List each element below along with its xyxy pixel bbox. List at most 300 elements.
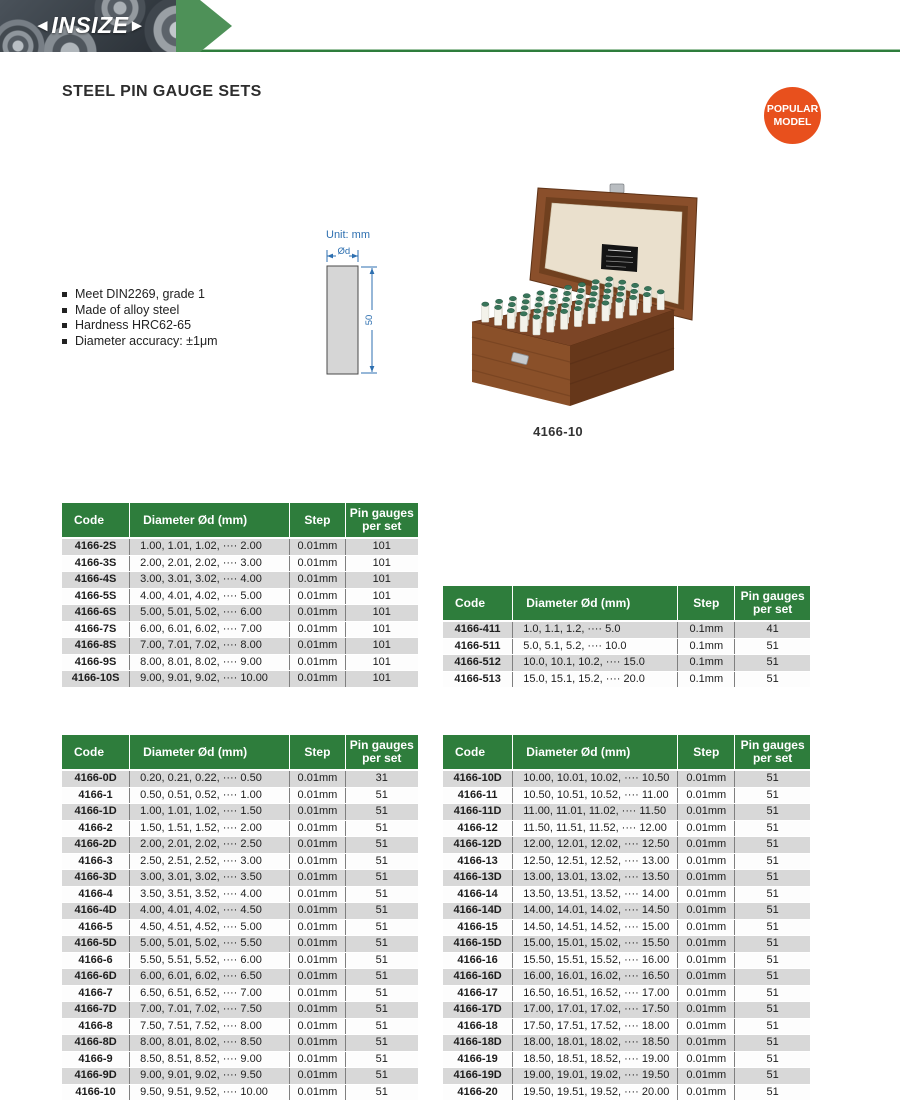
diameter-cell: 2.00, 2.01, 2.02, ···· 2.50 <box>130 837 290 854</box>
table-s-series <box>62 503 418 688</box>
code-cell: 4166-6 <box>62 952 130 969</box>
code-cell: 4166-13 <box>443 853 513 870</box>
pin-count-cell: 51 <box>345 820 418 837</box>
code-cell: 4166-9D <box>62 1068 130 1085</box>
code-cell: 4166-17D <box>443 1002 513 1019</box>
diameter-cell: 13.00, 13.01, 13.02, ···· 13.50 <box>513 870 678 887</box>
step-cell: 0.01mm <box>290 853 345 870</box>
step-cell: 0.01mm <box>678 903 735 920</box>
insize-logo <box>34 12 146 39</box>
step-cell: 0.01mm <box>678 919 735 936</box>
pin-count-cell: 51 <box>735 787 810 804</box>
table-row <box>62 1084 418 1101</box>
logo-text: INSIZE <box>51 12 129 38</box>
step-cell: 0.01mm <box>678 952 735 969</box>
pin-count-cell: 101 <box>345 605 418 622</box>
table-row <box>62 1035 418 1052</box>
step-cell: 0.01mm <box>290 638 345 655</box>
code-cell: 4166-11 <box>443 787 513 804</box>
table-row <box>443 837 810 854</box>
step-cell: 0.01mm <box>678 985 735 1002</box>
pin-count-cell: 51 <box>735 638 810 655</box>
diameter-cell: 9.00, 9.01, 9.02, ···· 10.00 <box>130 671 290 688</box>
pin-count-cell: 101 <box>345 621 418 638</box>
step-cell: 0.01mm <box>678 1051 735 1068</box>
code-cell: 4166-10 <box>62 1084 130 1101</box>
table-row <box>443 804 810 821</box>
step-cell: 0.01mm <box>678 770 735 787</box>
code-cell: 4166-15 <box>443 919 513 936</box>
table-row <box>62 572 418 589</box>
diameter-cell: 2.00, 2.01, 2.02, ···· 3.00 <box>130 555 290 572</box>
code-cell: 4166-0D <box>62 770 130 787</box>
code-cell: 4166-5S <box>62 588 130 605</box>
step-cell: 0.01mm <box>290 870 345 887</box>
step-cell: 0.01mm <box>290 538 345 555</box>
table-row <box>62 804 418 821</box>
step-cell: 0.01mm <box>290 572 345 589</box>
table-row <box>443 853 810 870</box>
diameter-cell: 0.20, 0.21, 0.22, ···· 0.50 <box>130 770 290 787</box>
diameter-cell: 10.0, 10.1, 10.2, ···· 15.0 <box>513 655 678 672</box>
column-header-code: Code <box>443 735 513 770</box>
feature-item <box>62 303 218 319</box>
step-cell: 0.01mm <box>290 605 345 622</box>
code-cell: 4166-19 <box>443 1051 513 1068</box>
table-row <box>443 820 810 837</box>
pin-count-cell: 51 <box>345 985 418 1002</box>
step-cell: 0.01mm <box>290 1051 345 1068</box>
step-cell: 0.01mm <box>290 588 345 605</box>
code-cell: 4166-4D <box>62 903 130 920</box>
step-cell: 0.01mm <box>290 919 345 936</box>
pin-count-cell: 51 <box>735 671 810 688</box>
diameter-cell: 18.50, 18.51, 18.52, ···· 19.00 <box>513 1051 678 1068</box>
pin-count-cell: 51 <box>735 886 810 903</box>
diagram-height-label: 50 <box>364 314 375 326</box>
diameter-cell: 6.00, 6.01, 6.02, ···· 7.00 <box>130 621 290 638</box>
pin-count-cell: 101 <box>345 638 418 655</box>
code-cell: 4166-7 <box>62 985 130 1002</box>
pin-count-cell: 51 <box>735 853 810 870</box>
table-row <box>62 886 418 903</box>
step-cell: 0.01mm <box>678 1035 735 1052</box>
step-cell: 0.01mm <box>678 1084 735 1101</box>
diameter-cell: 2.50, 2.51, 2.52, ···· 3.00 <box>130 853 290 870</box>
step-cell: 0.01mm <box>290 804 345 821</box>
table-d-series-lower <box>62 735 418 1101</box>
pin-count-cell: 51 <box>735 837 810 854</box>
table-row <box>443 671 810 688</box>
code-cell: 4166-1 <box>62 787 130 804</box>
step-cell: 0.01mm <box>678 936 735 953</box>
feature-item <box>62 334 218 350</box>
pin-gauge-set-photo <box>450 182 710 414</box>
table-row <box>443 1051 810 1068</box>
code-cell: 4166-4S <box>62 572 130 589</box>
diameter-cell: 1.0, 1.1, 1.2, ···· 5.0 <box>513 621 678 638</box>
step-cell: 0.01mm <box>290 787 345 804</box>
diameter-cell: 8.00, 8.01, 8.02, ···· 8.50 <box>130 1035 290 1052</box>
diameter-cell: 9.00, 9.01, 9.02, ···· 9.50 <box>130 1068 290 1085</box>
code-cell: 4166-9S <box>62 654 130 671</box>
step-cell: 0.01mm <box>290 985 345 1002</box>
pin-count-cell: 51 <box>345 804 418 821</box>
table-row <box>62 538 418 555</box>
code-cell: 4166-3 <box>62 853 130 870</box>
badge-line1: POPULAR <box>766 102 819 115</box>
step-cell: 0.01mm <box>678 837 735 854</box>
pin-count-cell: 51 <box>735 919 810 936</box>
diameter-cell: 6.00, 6.01, 6.02, ···· 6.50 <box>130 969 290 986</box>
pin-count-cell: 51 <box>735 1002 810 1019</box>
diameter-cell: 3.00, 3.01, 3.02, ···· 4.00 <box>130 572 290 589</box>
code-cell: 4166-512 <box>443 655 513 672</box>
step-cell: 0.01mm <box>678 820 735 837</box>
code-cell: 4166-10S <box>62 671 130 688</box>
code-cell: 4166-7D <box>62 1002 130 1019</box>
column-header-pin-gauges: Pin gauges per set <box>345 503 418 538</box>
table-row <box>443 655 810 672</box>
pin-count-cell: 51 <box>735 969 810 986</box>
table-header-row <box>62 503 418 538</box>
table-row <box>443 919 810 936</box>
code-cell: 4166-14 <box>443 886 513 903</box>
code-cell: 4166-5 <box>62 919 130 936</box>
column-header-code: Code <box>443 586 513 621</box>
table-row <box>62 605 418 622</box>
code-cell: 4166-6D <box>62 969 130 986</box>
code-cell: 4166-2S <box>62 538 130 555</box>
diameter-cell: 12.50, 12.51, 12.52, ···· 13.00 <box>513 853 678 870</box>
table-row <box>62 654 418 671</box>
pin-count-cell: 51 <box>735 820 810 837</box>
diameter-cell: 17.50, 17.51, 17.52, ···· 18.00 <box>513 1018 678 1035</box>
code-cell: 4166-18 <box>443 1018 513 1035</box>
code-cell: 4166-3D <box>62 870 130 887</box>
diameter-cell: 3.00, 3.01, 3.02, ···· 3.50 <box>130 870 290 887</box>
table-0-1mm-step <box>443 586 810 688</box>
pin-count-cell: 51 <box>345 1002 418 1019</box>
table-row <box>62 787 418 804</box>
popular-model-badge <box>764 87 821 144</box>
pin-count-cell: 51 <box>735 1018 810 1035</box>
step-cell: 0.01mm <box>290 555 345 572</box>
column-header-pin-gauges: Pin gauges per set <box>735 735 810 770</box>
table-row <box>443 621 810 638</box>
code-cell: 4166-2 <box>62 820 130 837</box>
code-cell: 4166-16 <box>443 952 513 969</box>
product-code-caption: 4166-10 <box>533 424 583 439</box>
pin-count-cell: 51 <box>735 903 810 920</box>
column-header-step: Step <box>678 735 735 770</box>
pin-count-cell: 101 <box>345 588 418 605</box>
code-cell: 4166-5D <box>62 936 130 953</box>
feature-list <box>62 287 218 349</box>
step-cell: 0.01mm <box>290 903 345 920</box>
pin-count-cell: 101 <box>345 555 418 572</box>
diameter-cell: 8.00, 8.01, 8.02, ···· 9.00 <box>130 654 290 671</box>
diameter-cell: 19.00, 19.01, 19.02, ···· 19.50 <box>513 1068 678 1085</box>
table-row <box>443 1068 810 1085</box>
table-row <box>62 1051 418 1068</box>
diameter-cell: 7.00, 7.01, 7.02, ···· 7.50 <box>130 1002 290 1019</box>
pin-count-cell: 51 <box>345 870 418 887</box>
pin-count-cell: 51 <box>345 952 418 969</box>
box-label <box>601 244 638 272</box>
feature-text: Made of alloy steel <box>75 302 180 317</box>
pin-count-cell: 51 <box>735 952 810 969</box>
pin-count-cell: 51 <box>735 1084 810 1101</box>
step-cell: 0.01mm <box>678 969 735 986</box>
code-cell: 4166-11D <box>443 804 513 821</box>
code-cell: 4166-12 <box>443 820 513 837</box>
table-row <box>62 638 418 655</box>
pin-count-cell: 51 <box>345 903 418 920</box>
page-title: STEEL PIN GAUGE SETS <box>62 83 262 100</box>
bullet-square-icon <box>62 308 67 313</box>
pin-count-cell: 51 <box>735 655 810 672</box>
diameter-cell: 15.0, 15.1, 15.2, ···· 20.0 <box>513 671 678 688</box>
column-header-diameter: Diameter Ød (mm) <box>513 735 678 770</box>
table-row <box>443 1035 810 1052</box>
pin-count-cell: 51 <box>345 1051 418 1068</box>
bullet-square-icon <box>62 292 67 297</box>
code-cell: 4166-16D <box>443 969 513 986</box>
step-cell: 0.01mm <box>678 1002 735 1019</box>
table-row <box>443 985 810 1002</box>
pin-count-cell: 51 <box>345 1018 418 1035</box>
diameter-cell: 10.50, 10.51, 10.52, ···· 11.00 <box>513 787 678 804</box>
diameter-cell: 14.00, 14.01, 14.02, ···· 14.50 <box>513 903 678 920</box>
step-cell: 0.01mm <box>290 621 345 638</box>
diameter-cell: 4.50, 4.51, 4.52, ···· 5.00 <box>130 919 290 936</box>
step-cell: 0.01mm <box>678 853 735 870</box>
badge-line2: MODEL <box>773 115 812 128</box>
table-row <box>443 638 810 655</box>
diameter-cell: 16.00, 16.01, 16.02, ···· 16.50 <box>513 969 678 986</box>
pin-count-cell: 51 <box>735 936 810 953</box>
bullet-square-icon <box>62 339 67 344</box>
table-row <box>443 1002 810 1019</box>
feature-item <box>62 287 218 303</box>
step-cell: 0.01mm <box>678 787 735 804</box>
step-cell: 0.01mm <box>290 1035 345 1052</box>
step-cell: 0.01mm <box>678 1068 735 1085</box>
step-cell: 0.01mm <box>290 952 345 969</box>
pin-count-cell: 51 <box>345 837 418 854</box>
table-row <box>62 853 418 870</box>
step-cell: 0.01mm <box>678 1018 735 1035</box>
banner-divider-line <box>188 49 900 52</box>
code-cell: 4166-4 <box>62 886 130 903</box>
diameter-cell: 16.50, 16.51, 16.52, ···· 17.00 <box>513 985 678 1002</box>
table-row <box>62 985 418 1002</box>
top-banner <box>0 0 900 56</box>
step-cell: 0.01mm <box>290 770 345 787</box>
diameter-cell: 1.50, 1.51, 1.52, ···· 2.00 <box>130 820 290 837</box>
table-d-series-upper <box>443 735 810 1101</box>
column-header-step: Step <box>678 586 735 621</box>
table-row <box>62 621 418 638</box>
bullet-square-icon <box>62 323 67 328</box>
diameter-cell: 15.00, 15.01, 15.02, ···· 15.50 <box>513 936 678 953</box>
pin-count-cell: 41 <box>735 621 810 638</box>
diameter-cell: 1.00, 1.01, 1.02, ···· 2.00 <box>130 538 290 555</box>
pin-dimension-diagram <box>310 226 400 381</box>
code-cell: 4166-8D <box>62 1035 130 1052</box>
table-row <box>443 770 810 787</box>
code-cell: 4166-511 <box>443 638 513 655</box>
code-cell: 4166-9 <box>62 1051 130 1068</box>
pin-count-cell: 51 <box>345 1084 418 1101</box>
diameter-cell: 5.50, 5.51, 5.52, ···· 6.00 <box>130 952 290 969</box>
table-header-row <box>62 735 418 770</box>
diameter-cell: 11.00, 11.01, 11.02, ···· 11.50 <box>513 804 678 821</box>
column-header-step: Step <box>290 735 345 770</box>
code-cell: 4166-18D <box>443 1035 513 1052</box>
diameter-cell: 4.00, 4.01, 4.02, ···· 4.50 <box>130 903 290 920</box>
code-cell: 4166-13D <box>443 870 513 887</box>
pin-count-cell: 51 <box>345 886 418 903</box>
pin-count-cell: 101 <box>345 671 418 688</box>
diagram-unit-label: Unit: mm <box>326 229 370 241</box>
code-cell: 4166-10D <box>443 770 513 787</box>
table-row <box>62 837 418 854</box>
column-header-diameter: Diameter Ød (mm) <box>513 586 678 621</box>
table-row <box>443 903 810 920</box>
step-cell: 0.01mm <box>290 936 345 953</box>
step-cell: 0.01mm <box>290 1002 345 1019</box>
pin-count-cell: 51 <box>735 770 810 787</box>
diameter-cell: 10.00, 10.01, 10.02, ···· 10.50 <box>513 770 678 787</box>
pin-count-cell: 51 <box>345 853 418 870</box>
code-cell: 4166-2D <box>62 837 130 854</box>
column-header-pin-gauges: Pin gauges per set <box>345 735 418 770</box>
diameter-cell: 1.00, 1.01, 1.02, ···· 1.50 <box>130 804 290 821</box>
table-row <box>62 588 418 605</box>
pin-count-cell: 51 <box>735 1051 810 1068</box>
pin-count-cell: 51 <box>735 804 810 821</box>
step-cell: 0.01mm <box>290 969 345 986</box>
logo-left-arrow-icon: ◄ <box>34 16 52 35</box>
pin-count-cell: 51 <box>735 1068 810 1085</box>
pin-count-cell: 51 <box>735 1035 810 1052</box>
diagram-diameter-label: Ød <box>337 246 351 257</box>
table-row <box>62 969 418 986</box>
column-header-code: Code <box>62 503 130 538</box>
diameter-cell: 3.50, 3.51, 3.52, ···· 4.00 <box>130 886 290 903</box>
table-row <box>62 770 418 787</box>
table-row <box>443 936 810 953</box>
pin-count-cell: 31 <box>345 770 418 787</box>
pin-count-cell: 51 <box>735 985 810 1002</box>
column-header-step: Step <box>290 503 345 538</box>
diameter-cell: 12.00, 12.01, 12.02, ···· 12.50 <box>513 837 678 854</box>
diameter-cell: 17.00, 17.01, 17.02, ···· 17.50 <box>513 1002 678 1019</box>
code-cell: 4166-6S <box>62 605 130 622</box>
step-cell: 0.01mm <box>290 820 345 837</box>
pin-count-cell: 101 <box>345 538 418 555</box>
code-cell: 4166-8 <box>62 1018 130 1035</box>
code-cell: 4166-513 <box>443 671 513 688</box>
table-row <box>62 870 418 887</box>
logo-right-arrow-icon: ► <box>128 16 146 35</box>
pin-count-cell: 51 <box>345 1035 418 1052</box>
pin-shape <box>327 266 358 374</box>
diameter-cell: 6.50, 6.51, 6.52, ···· 7.00 <box>130 985 290 1002</box>
table-row <box>62 671 418 688</box>
step-cell: 0.01mm <box>290 1084 345 1101</box>
diameter-cell: 13.50, 13.51, 13.52, ···· 14.00 <box>513 886 678 903</box>
feature-text: Hardness HRC62-65 <box>75 318 192 332</box>
table-row <box>443 870 810 887</box>
diameter-cell: 7.50, 7.51, 7.52, ···· 8.00 <box>130 1018 290 1035</box>
table-row <box>62 936 418 953</box>
code-cell: 4166-7S <box>62 621 130 638</box>
code-cell: 4166-19D <box>443 1068 513 1085</box>
step-cell: 0.01mm <box>678 804 735 821</box>
code-cell: 4166-12D <box>443 837 513 854</box>
diameter-cell: 5.0, 5.1, 5.2, ···· 10.0 <box>513 638 678 655</box>
step-cell: 0.01mm <box>290 1068 345 1085</box>
column-header-pin-gauges: Pin gauges per set <box>735 586 810 621</box>
table-row <box>443 886 810 903</box>
table-row <box>443 787 810 804</box>
diameter-cell: 4.00, 4.01, 4.02, ···· 5.00 <box>130 588 290 605</box>
pin-count-cell: 51 <box>345 919 418 936</box>
pin-count-cell: 51 <box>345 1068 418 1085</box>
table-row <box>443 1018 810 1035</box>
diameter-cell: 11.50, 11.51, 11.52, ···· 12.00 <box>513 820 678 837</box>
step-cell: 0.1mm <box>678 638 735 655</box>
diameter-cell: 5.00, 5.01, 5.02, ···· 6.00 <box>130 605 290 622</box>
step-cell: 0.1mm <box>678 655 735 672</box>
column-header-diameter: Diameter Ød (mm) <box>130 735 290 770</box>
table-row <box>62 555 418 572</box>
step-cell: 0.01mm <box>678 870 735 887</box>
table-row <box>62 1068 418 1085</box>
code-cell: 4166-1D <box>62 804 130 821</box>
table-row <box>62 903 418 920</box>
feature-item <box>62 318 218 334</box>
table-row <box>443 1084 810 1101</box>
table-header-row <box>443 586 810 621</box>
diameter-cell: 8.50, 8.51, 8.52, ···· 9.00 <box>130 1051 290 1068</box>
diameter-cell: 0.50, 0.51, 0.52, ···· 1.00 <box>130 787 290 804</box>
step-cell: 0.1mm <box>678 621 735 638</box>
code-cell: 4166-3S <box>62 555 130 572</box>
diameter-cell: 7.00, 7.01, 7.02, ···· 8.00 <box>130 638 290 655</box>
diameter-cell: 14.50, 14.51, 14.52, ···· 15.00 <box>513 919 678 936</box>
step-cell: 0.01mm <box>290 837 345 854</box>
pin-count-cell: 51 <box>345 936 418 953</box>
column-header-code: Code <box>62 735 130 770</box>
table-row <box>62 919 418 936</box>
step-cell: 0.01mm <box>678 886 735 903</box>
table-row <box>62 820 418 837</box>
column-header-diameter: Diameter Ød (mm) <box>130 503 290 538</box>
code-cell: 4166-411 <box>443 621 513 638</box>
step-cell: 0.01mm <box>290 1018 345 1035</box>
table-header-row <box>443 735 810 770</box>
pin-count-cell: 51 <box>345 787 418 804</box>
pin-count-cell: 101 <box>345 572 418 589</box>
pin-count-cell: 51 <box>345 969 418 986</box>
diameter-cell: 9.50, 9.51, 9.52, ···· 10.00 <box>130 1084 290 1101</box>
table-row <box>62 1018 418 1035</box>
table-row <box>443 952 810 969</box>
